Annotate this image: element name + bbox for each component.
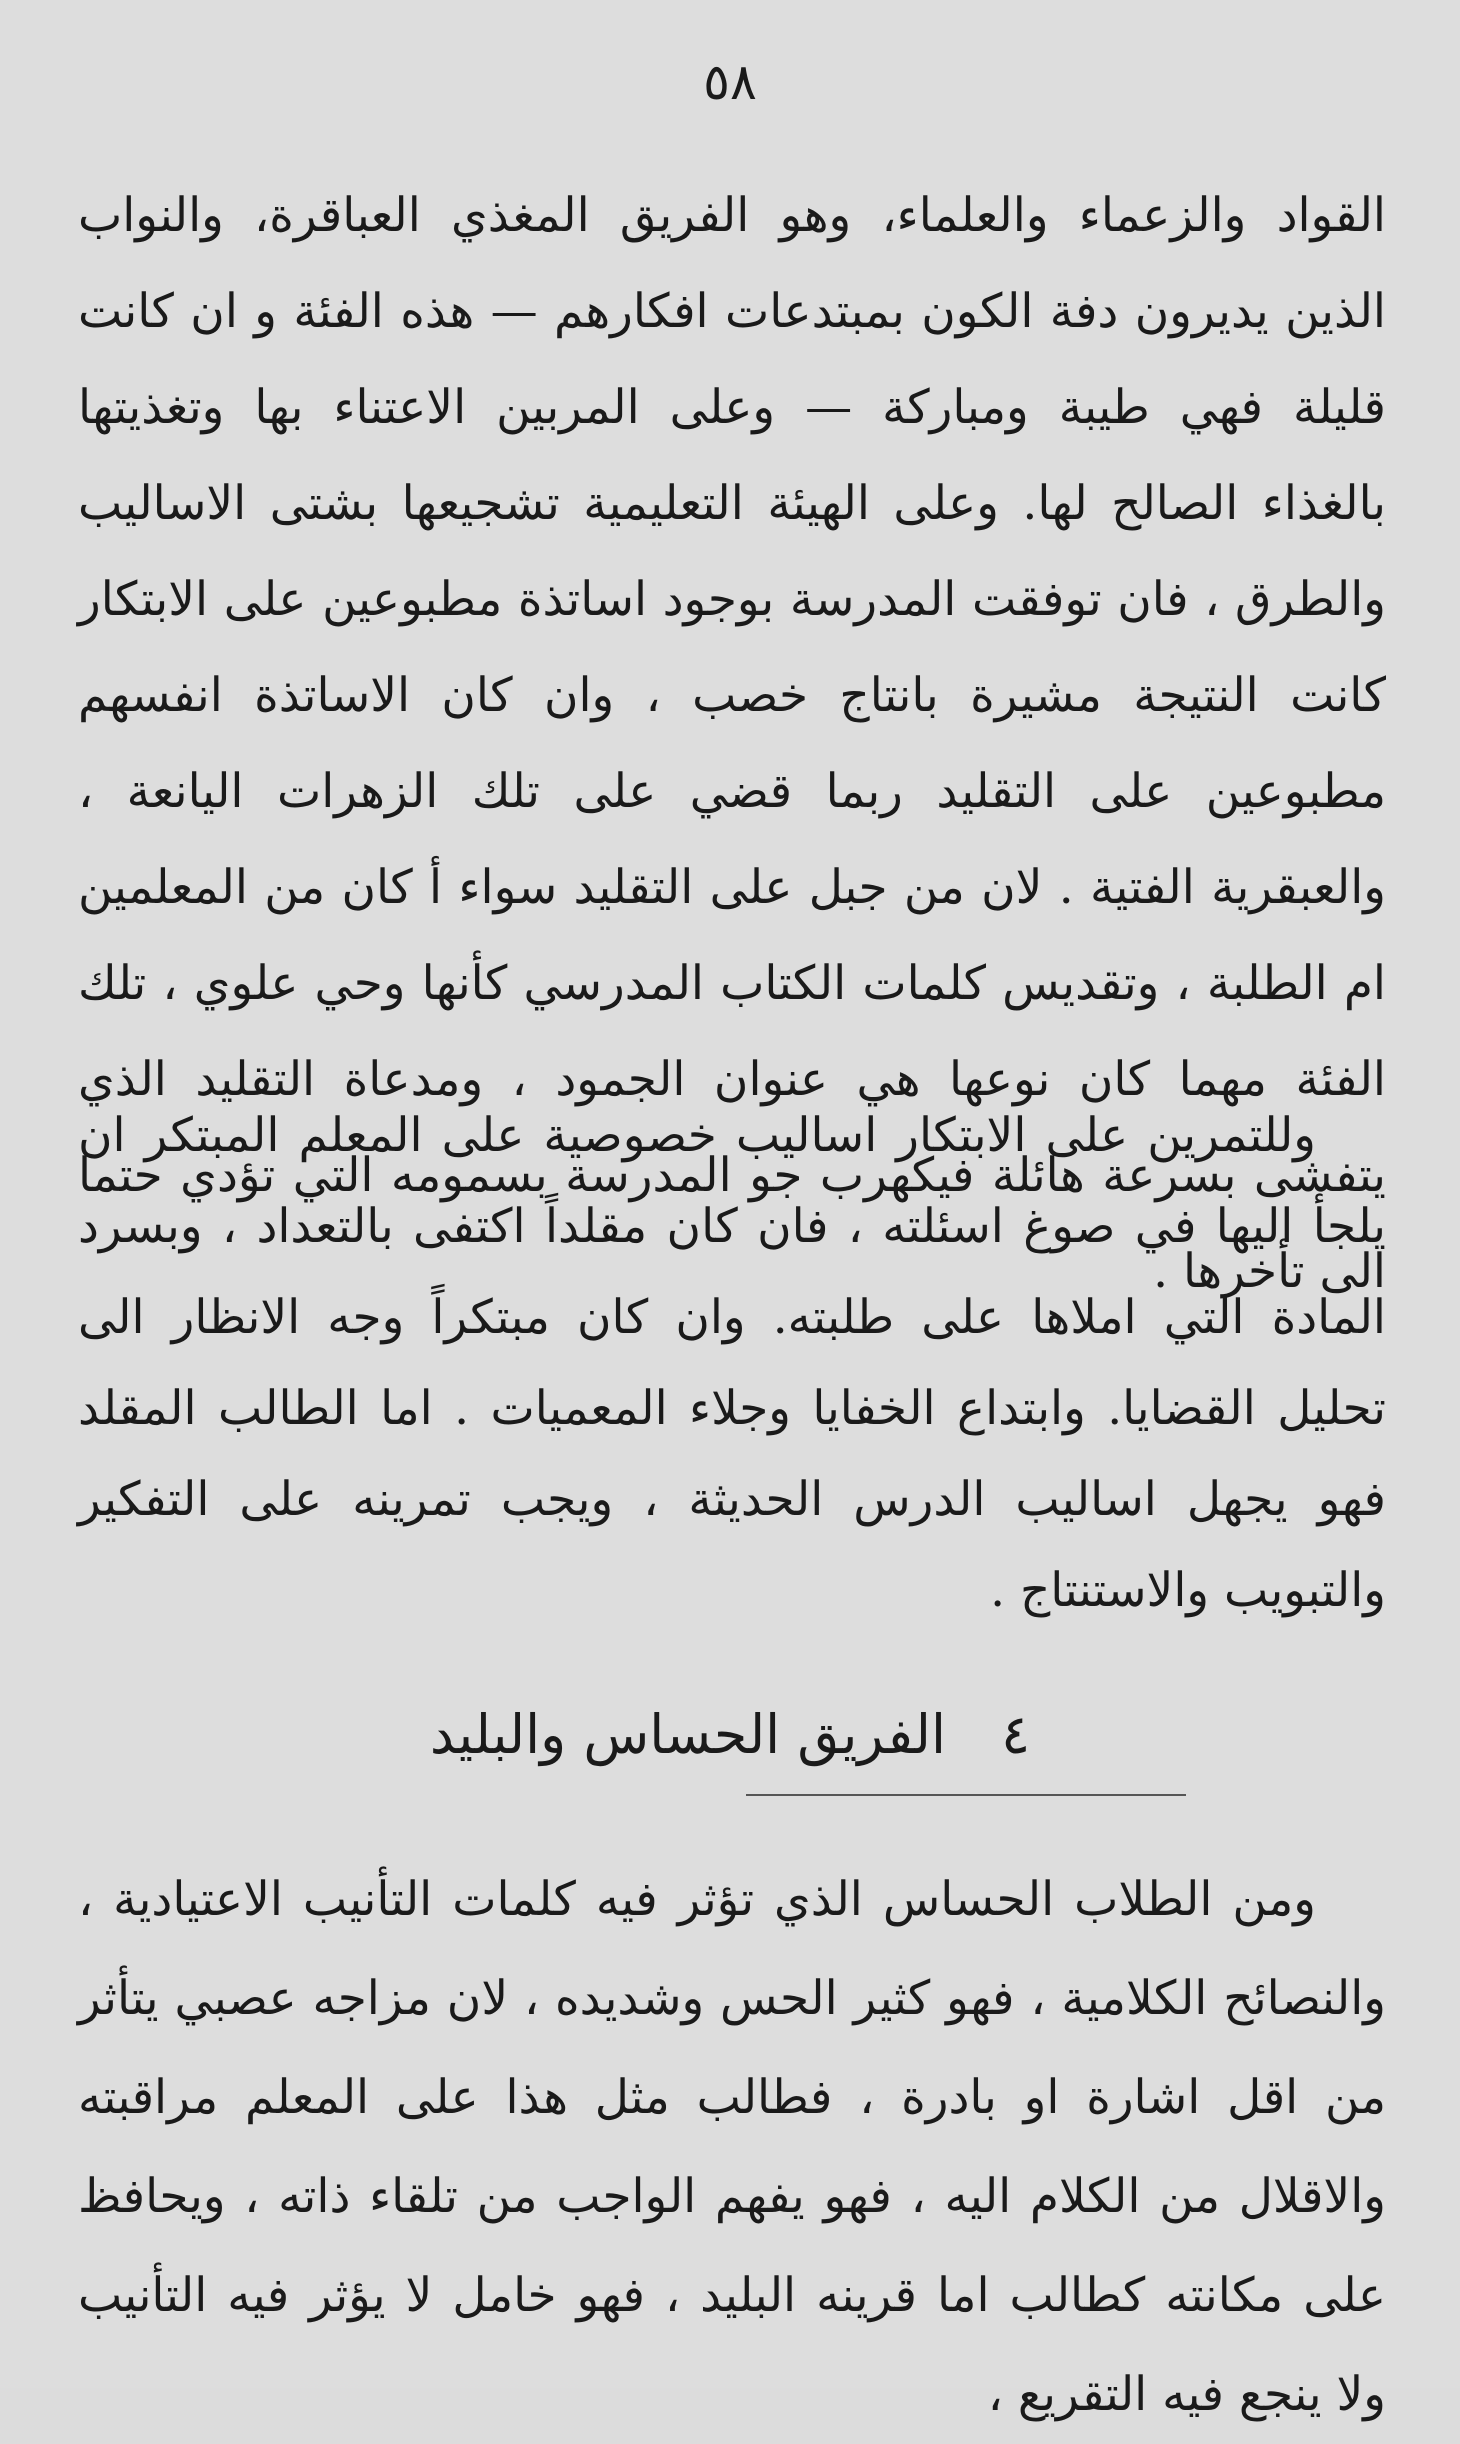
paragraph-2 xyxy=(78,1090,1386,1636)
page-number: ٥٨ xyxy=(703,53,757,111)
paragraph-1-text: القواد والزعماء والعلماء، وهو الفريق المغذي العباقرة، والنواب الذين يديرون دفة الكون بمبتدعات افكارهم — هذه الفئة و ان كانت قليلة فهي طيبة ومباركة — وعلى المربين الاعتناء بها وتغذيتها بالغذاء الصالح لها. وعلى الهيئة التعليمية تشجيعها بشتى الاساليب والطرق ، فان توفقت المدرسة بوجود اساتذة مطبوعين على الابتكار كانت النتيجة مشيرة بانتاج خصب ، وان كان الاساتذة انفسهم مطبوعين على التقليد ربما قضي على تلك الزهرات اليانعة ، والعبقرية الفتية . لان من جبل على التقليد سواء أ كان من المعلمين ام الطلبة ، وتقديس كلمات الكتاب المدرسي كأنها وحي علوي ، تلك الفئة مهما كان نوعها هي عنوان الجمود ، ومدعاة التقليد الذي يتفشى بسرعة هائلة فيكهرب جو المدرسة بسمومه التي تؤدي حتما الى تأخرها . xyxy=(78,188,1386,1299)
section-title: الفريق الحساس والبليد xyxy=(429,1703,946,1766)
section-heading xyxy=(0,1700,1460,1770)
section-number: ٤ xyxy=(1001,1703,1031,1766)
paragraph-3-text: ومن الطلاب الحساس الذي تؤثر فيه كلمات التأنيب الاعتيادية ، والنصائح الكلامية ، فهو كثير الحس وشديده ، لان مزاجه عصبي يتأثر من اقل اشارة او بادرة ، فطالب مثل هذا على المعلم مراقبته والاقلال من الكلام اليه ، فهو يفهم الواجب من تلقاء ذاته ، ويحافظ على مكانته كطالب اما قرينه البليد ، فهو خامل لا يؤثر فيه التأنيب ولا ينجع فيه التقريع ، xyxy=(78,1872,1386,2422)
heading-underline xyxy=(746,1794,1186,1796)
paragraph-2-text: وللتمرين على الابتكار اساليب خصوصية على المعلم المبتكر ان يلجأ اليها في صوغ اسئلته ، فان كان مقلداً اكتفى بالتعداد ، وبسرد المادة التي املاها على طلبته. وان كان مبتكراً وجه الانظار الى تحليل القضايا. وابتداع الخفايا وجلاء المعميات . اما الطالب المقلد فهو يجهل اساليب الدرس الحديثة ، ويجب تمرينه على التفكير والتبويب والاستنتاج . xyxy=(78,1108,1386,1618)
paragraph-3 xyxy=(78,1850,1386,2444)
